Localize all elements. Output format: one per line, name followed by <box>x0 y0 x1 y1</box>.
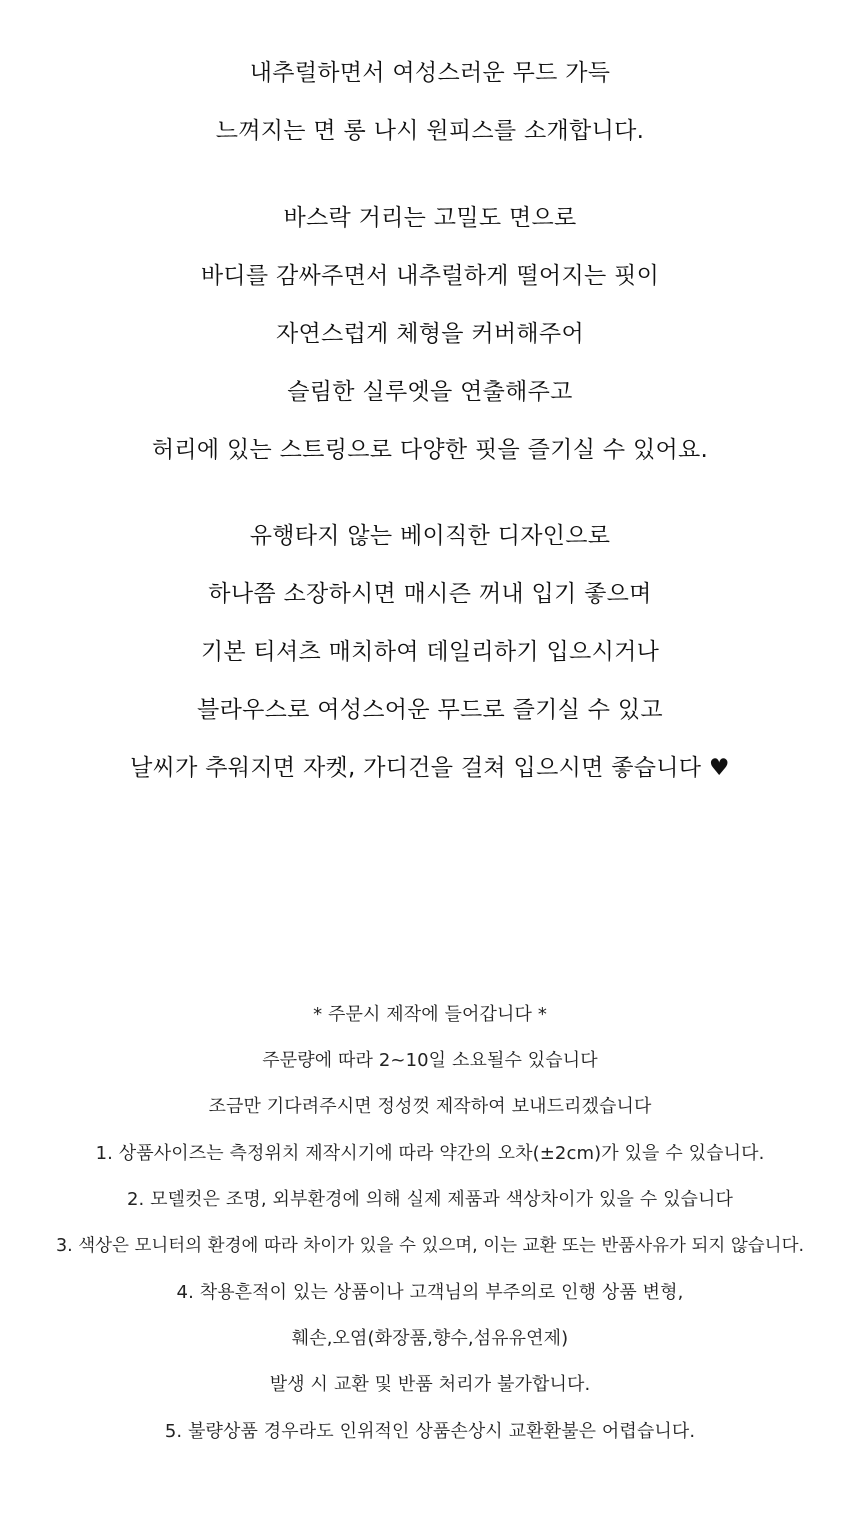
notice-item-5: 5. 불량상품 경우라도 인위적인 상품손상시 교환환불은 어렵습니다. <box>164 1421 696 1442</box>
description-line-8: 유행타지 않는 베이직한 디자인으로 <box>249 523 611 549</box>
description-line-10: 기본 티셔츠 매치하여 데일리하기 입으시거나 <box>200 639 660 665</box>
description-line-1: 내추럴하면서 여성스러운 무드 가득 <box>249 60 611 86</box>
description-line-5: 자연스럽게 체형을 커버해주어 <box>276 321 584 347</box>
description-line-2: 느껴지는 면 롱 나시 원피스를 소개합니다. <box>215 118 645 144</box>
description-line-7: 허리에 있는 스트링으로 다양한 핏을 즐기실 수 있어요. <box>151 437 709 463</box>
notice-item-4: 4. 착용흔적이 있는 상품이나 고객님의 부주의로 인행 상품 변형, <box>176 1282 684 1303</box>
notice-item-4-cont: 훼손,오염(화장품,향수,섬유유연제) <box>291 1328 569 1349</box>
notice-heading: * 주문시 제작에 들어갑니다 * <box>313 1004 547 1025</box>
notice-line-2: 주문량에 따라 2~10일 소요될수 있습니다 <box>262 1050 598 1071</box>
description-line-6: 슬림한 실루엣을 연출해주고 <box>287 379 573 405</box>
notice-item-4-end: 발생 시 교환 및 반품 처리가 불가합니다. <box>269 1374 591 1395</box>
description-line-3: 바스락 거리는 고밀도 면으로 <box>283 205 577 231</box>
notice-item-3: 3. 색상은 모니터의 환경에 따라 차이가 있을 수 있으며, 이는 교환 또는 반품사유가 되지 않습니다. <box>55 1236 805 1256</box>
description-line-12: 날씨가 추워지면 자켓, 가디건을 걸쳐 입으시면 좋습니다 ♥ <box>130 755 730 781</box>
description-line-11: 블라우스로 여성스어운 무드로 즐기실 수 있고 <box>197 697 663 723</box>
notice-line-3: 조금만 기다려주시면 정성껏 제작하여 보내드리겠습니다 <box>208 1096 652 1117</box>
notice-item-1: 1. 상품사이즈는 측정위치 제작시기에 따라 약간의 오차(±2cm)가 있을 수 있습니다. <box>95 1143 765 1164</box>
notice-item-2: 2. 모델컷은 조명, 외부환경에 의해 실제 제품과 색상차이가 있을 수 있습니다 <box>126 1189 734 1210</box>
description-line-9: 하나쯤 소장하시면 매시즌 꺼내 입기 좋으며 <box>208 581 652 607</box>
description-line-4: 바디를 감싸주면서 내추럴하게 떨어지는 핏이 <box>200 263 660 289</box>
